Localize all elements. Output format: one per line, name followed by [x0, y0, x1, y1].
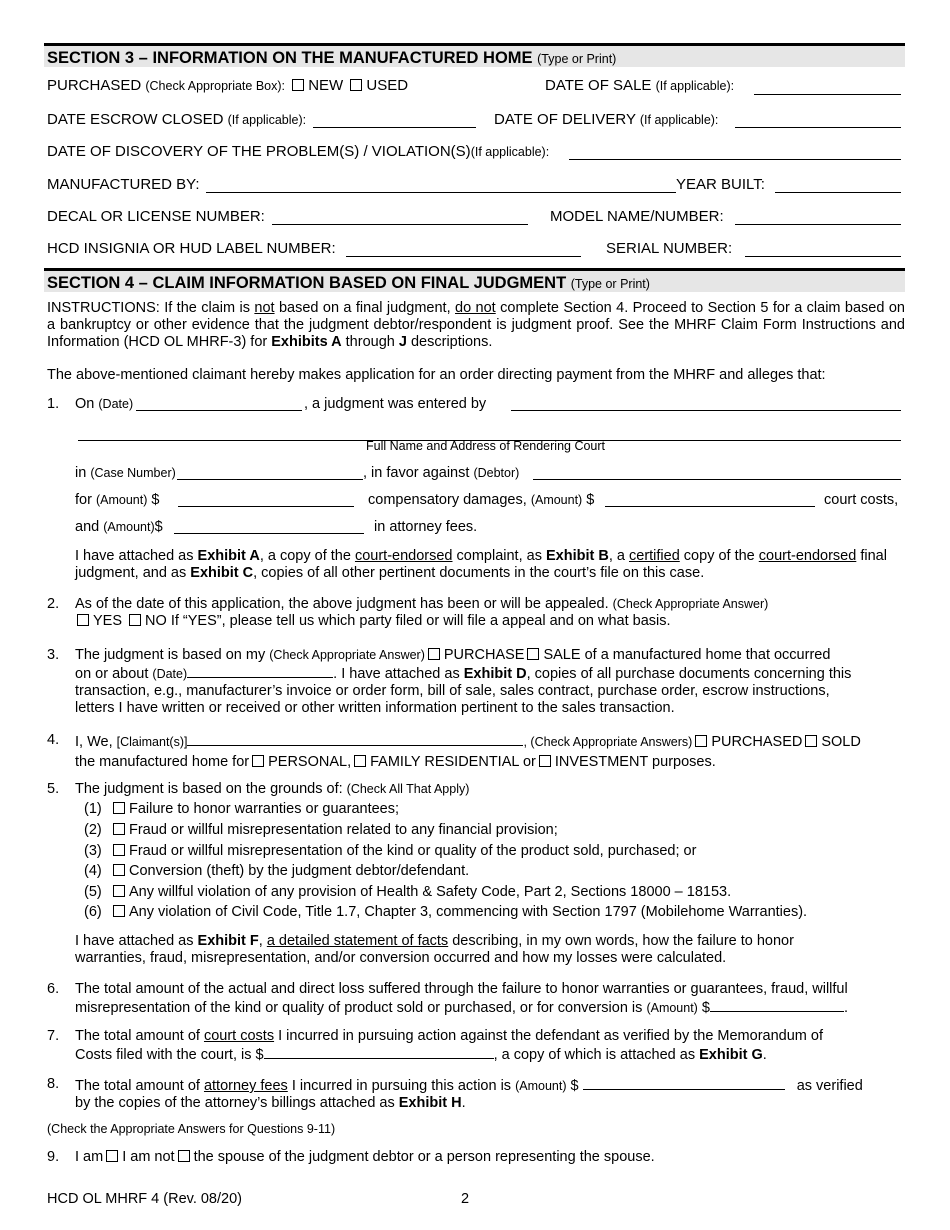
court-costs-label: court costs, [824, 492, 899, 508]
date-escrow-label: DATE ESCROW CLOSED (If applicable): [47, 111, 307, 128]
family-checkbox[interactable] [354, 755, 366, 767]
q3-text: The judgment is based on my (Check Appropriate Answer) PURCHASE SALE of a manufactured home that occurred on or about (Date) . I have attached as Exhibit D, copies of all purchase documents concerning this transaction, e.g., manufacturer’s invoice or order form, bill of sale, sales contract, purchase order, escrow instructions, letters I have written or received or other written information pertinent to the sales transaction. [75, 647, 852, 716]
debtor-field[interactable] [533, 479, 901, 480]
model-field[interactable] [735, 224, 901, 225]
ground-5: (5) Any willful violation of any provision of Health & Safety Code, Part 2, Sections 18000 – 18153. [84, 884, 732, 900]
ground-5-checkbox[interactable] [113, 885, 125, 897]
used-checkbox[interactable] [350, 79, 362, 91]
date-of-sale-field[interactable] [754, 94, 901, 95]
manufactured-by-label: MANUFACTURED BY: [47, 176, 200, 193]
q8-number: 8. [47, 1076, 60, 1092]
decal-label: DECAL OR LICENSE NUMBER: [47, 208, 265, 225]
q1-entered-by-field[interactable] [511, 410, 901, 411]
ground-1-checkbox[interactable] [113, 802, 125, 814]
personal-checkbox[interactable] [252, 755, 264, 767]
date-delivery-label: DATE OF DELIVERY (If applicable): [494, 111, 719, 128]
q5-text: The judgment is based on the grounds of: (Check All That Apply) [75, 781, 470, 797]
q6-text: The total amount of the actual and direct loss suffered through the failure to honor warranties or guarantees, fraud, willful misrepresentation of the kind or quality of product sold or purchased, or for conversion is (Amount) $ . [75, 981, 848, 1016]
page-number: 2 [461, 1191, 470, 1207]
q3-purchase-checkbox[interactable] [428, 648, 440, 660]
ground-2: (2) Fraud or willful misrepresentation related to any financial provision; [84, 822, 558, 838]
hcd-field[interactable] [346, 256, 581, 257]
q8-amount-field[interactable] [583, 1076, 785, 1090]
q1-and-label: and (Amount)$ [75, 519, 163, 535]
q1-number: 1. [47, 396, 60, 412]
new-checkbox[interactable] [292, 79, 304, 91]
q1-favor-label: , in favor against (Debtor) [363, 465, 520, 481]
q4-sold-checkbox[interactable] [805, 735, 817, 747]
ground-4-checkbox[interactable] [113, 864, 125, 876]
q4-purchased-checkbox[interactable] [695, 735, 707, 747]
q2-number: 2. [47, 596, 60, 612]
investment-checkbox[interactable] [539, 755, 551, 767]
serial-field[interactable] [745, 256, 901, 257]
q2-yes-checkbox[interactable] [77, 614, 89, 626]
q2-no-checkbox[interactable] [129, 614, 141, 626]
q9-text: I am I am not the spouse of the judgment debtor or a person representing the spouse. [75, 1149, 655, 1165]
q7-number: 7. [47, 1028, 60, 1044]
atty-fees-amount-field[interactable] [174, 533, 364, 534]
q1-comp-label: compensatory damages, (Amount) $ [368, 492, 595, 508]
date-discovery-label: DATE OF DISCOVERY OF THE PROBLEM(S) / VIOLATION(S)(If applicable): [47, 143, 550, 160]
q3-sale-checkbox[interactable] [527, 648, 539, 660]
ground-3-checkbox[interactable] [113, 844, 125, 856]
q5-attached-text: I have attached as Exhibit F, a detailed statement of facts describing, in my own words, how the failure to honor warranties, fraud, misrepresentation, and/or conversion occurred and how my losses were calculated. [75, 933, 794, 966]
claimant-field[interactable] [187, 732, 523, 746]
section-3-header: SECTION 3 – INFORMATION ON THE MANUFACTURED HOME (Type or Print) [44, 43, 905, 67]
q3-number: 3. [47, 647, 60, 663]
ground-4: (4) Conversion (theft) by the judgment debtor/defendant. [84, 863, 470, 879]
q3-date-field[interactable] [187, 664, 333, 678]
footer-form-number: HCD OL MHRF 4 (Rev. 08/20) [47, 1191, 242, 1207]
atty-fees-label: in attorney fees. [374, 519, 478, 535]
serial-label: SERIAL NUMBER: [606, 240, 733, 257]
check-note: (Check the Appropriate Answers for Questions 9-11) [47, 1122, 336, 1136]
ground-2-checkbox[interactable] [113, 823, 125, 835]
ground-1: (1) Failure to honor warranties or guarantees; [84, 801, 400, 817]
q5-number: 5. [47, 781, 60, 797]
q1-entered-text: , a judgment was entered by [304, 396, 487, 412]
q1-for-label: for (Amount) $ [75, 492, 160, 508]
date-delivery-field[interactable] [735, 127, 901, 128]
q7-amount-field[interactable] [264, 1045, 494, 1059]
section-4-header: SECTION 4 – CLAIM INFORMATION BASED ON FINAL JUDGMENT (Type or Print) [44, 268, 905, 292]
year-built-field[interactable] [775, 192, 901, 193]
ground-6-checkbox[interactable] [113, 905, 125, 917]
q7-text: The total amount of court costs I incurred in pursuing action against the defendant as verified by the Memorandum of Costs filed with the court, is $ , a copy of which is attached as Exhibit G. [75, 1028, 823, 1063]
q8-text: The total amount of attorney fees I incurred in pursuing this action is (Amount) $ as verified by the copies of the attorney’s billings attached as Exhibit H. [75, 1078, 863, 1111]
date-discovery-field[interactable] [569, 159, 901, 160]
hcd-label: HCD INSIGNIA OR HUD LABEL NUMBER: [47, 240, 336, 257]
q4-text: I, We, [Claimant(s)] , (Check Appropriate Answers) PURCHASED SOLD the manufactured home for PERSONAL, FAMILY RESIDENTIAL or INVESTMENT purposes. [75, 734, 861, 770]
manufactured-by-field[interactable] [206, 192, 676, 193]
q6-number: 6. [47, 981, 60, 997]
ground-3: (3) Fraud or willful misrepresentation of the kind or quality of the product sold, purchased; or [84, 843, 697, 859]
case-number-field[interactable] [177, 479, 363, 480]
alleges-text: The above-mentioned claimant hereby makes application for an order directing payment from the MHRF and alleges that: [47, 367, 826, 383]
q9-number: 9. [47, 1149, 60, 1165]
decal-field[interactable] [272, 224, 528, 225]
ground-6: (6) Any violation of Civil Code, Title 1.7, Chapter 3, commencing with Section 1797 (Mobilehome Warranties). [84, 904, 808, 920]
q4-number: 4. [47, 732, 60, 748]
court-costs-amount-field[interactable] [605, 506, 815, 507]
q9-am-not-checkbox[interactable] [178, 1150, 190, 1162]
model-label: MODEL NAME/NUMBER: [550, 208, 724, 225]
instructions: INSTRUCTIONS: If the claim is not based on a final judgment, do not complete Section 4. Proceed to Section 5 for a claim based on a bankruptcy or other evidence that the judgment debtor/respondent is judgment proof. See the MHRF Claim Form Instructions and Information (HCD OL MHRF-3) for Exhibits A through J descriptions. [47, 300, 905, 350]
q1-case-label: in (Case Number) [75, 465, 176, 481]
date-of-sale-label: DATE OF SALE (If applicable): [545, 77, 735, 94]
comp-amount-field[interactable] [178, 506, 354, 507]
q1-attached-text: I have attached as Exhibit A, a copy of the court-endorsed complaint, as Exhibit B, a certified copy of the court-endorsed final judgment, and as Exhibit C, copies of all other pertinent documents in the court’s file on this case. [75, 548, 887, 581]
court-caption: Full Name and Address of Rendering Court [366, 439, 606, 453]
date-escrow-field[interactable] [313, 127, 476, 128]
year-built-label: YEAR BUILT: [676, 176, 765, 193]
q1-line1: On (Date) [75, 396, 134, 412]
q6-amount-field[interactable] [710, 998, 844, 1012]
purchased-row: PURCHASED (Check Appropriate Box): NEW USED [47, 77, 409, 94]
q2-text: As of the date of this application, the above judgment has been or will be appealed. (Check Appropriate Answer) YES NO If “YES”, please tell us which party filed or will file a appeal and on what basis. [75, 596, 769, 629]
q1-date-field[interactable] [136, 410, 302, 411]
q9-am-checkbox[interactable] [106, 1150, 118, 1162]
